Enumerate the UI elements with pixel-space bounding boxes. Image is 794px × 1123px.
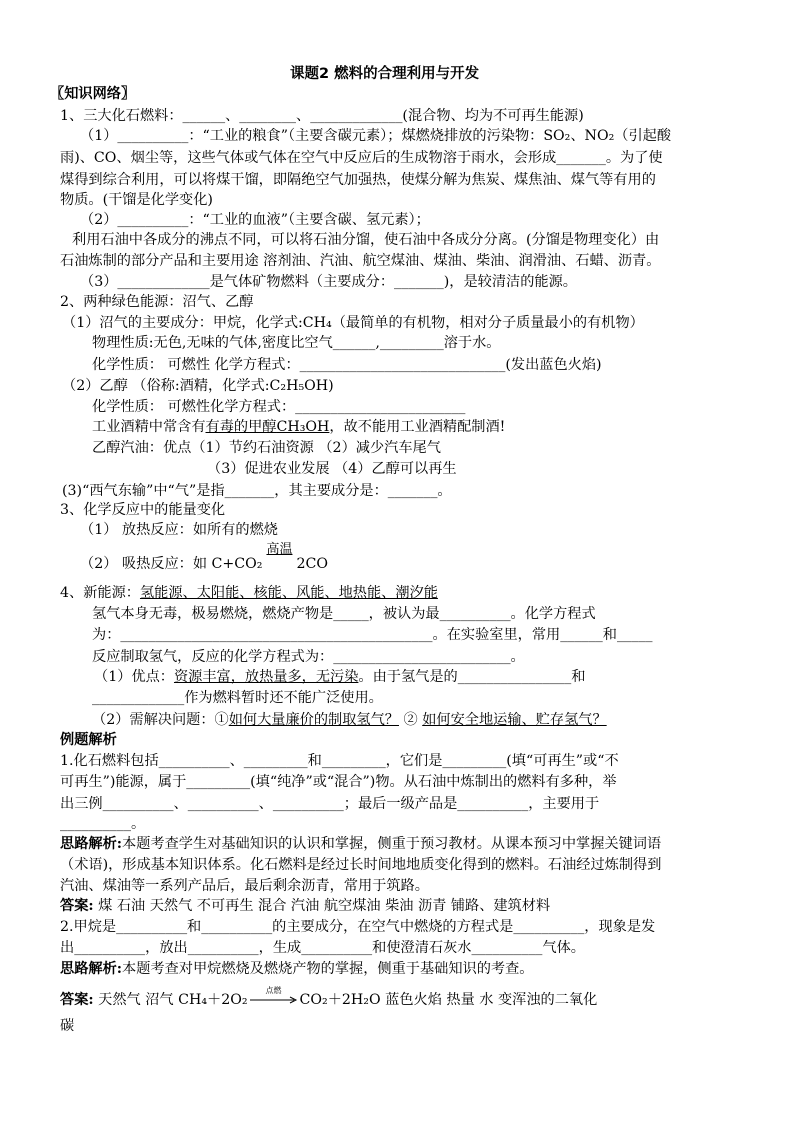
line-29-d: 如何安全地运输、贮存氢气？	[422, 712, 607, 728]
line-29-a: （2）需解决问题：①	[92, 712, 229, 728]
line-2: （1）__________：“工业的粮食”（主要含碳元素）；煤燃烧排放的污染物：SO₂、NO₂（引起酸	[80, 128, 672, 144]
answer-2-b: CO₂＋2H₂O 蓝色火焰 热量 水 变浑浊的二氧化	[299, 992, 598, 1008]
answer-1-text: 煤 石油 天然气 不可再生 混合 汽油 航空煤油 柴油 沥青 铺路、建筑材料	[93, 898, 551, 914]
line-27-b: 资源丰富，放热量多，无污染	[173, 669, 359, 685]
analysis-1-line-1	[60, 834, 661, 854]
line-21: （1） 放热反应：如所有的燃烧	[80, 522, 278, 538]
page-title: 课题2 燃料的合理利用与开发	[290, 66, 480, 82]
line-23-a: 4、新能源：	[60, 585, 140, 601]
line-19: (3)“西气东输”中“气”是指_______，其主要成分是：_______。	[62, 483, 452, 499]
line-22-c: 2CO	[296, 556, 328, 572]
line-8: 石油炼制的部分产品和主要用途 溶剂油、汽油、航空煤油、煤油、柴油、润滑油、石蜡、沥青。	[60, 253, 661, 269]
analysis-2	[60, 959, 533, 979]
condition-label: 高温	[266, 542, 293, 557]
line-12: 物理性质:无色,无味的气体,密度比空气______,_________溶于水。	[92, 335, 501, 351]
line-22	[80, 542, 328, 574]
line-16	[92, 417, 505, 437]
line-26: 反应制取氢气，反应的化学方程式为：_________________________。	[92, 649, 525, 665]
line-29	[92, 710, 607, 730]
line-16-a: 工业酒精中常含有	[92, 419, 206, 435]
analysis-1-line-3: 汽油、煤油等一系列产品后，最后剩余沥青，常用于筑路。	[60, 878, 429, 894]
line-27-c: 。由于氢气是的________________和	[358, 669, 586, 685]
line-3: 雨)、CO、烟尘等，这些气体或气体在空气中反应后的生成物溶于雨水，会形成_______。为了使	[60, 150, 663, 166]
example-2-line-1: 2.甲烷是__________和__________的主要成分，在空气中燃烧的方程式是__________，现象是发	[60, 919, 656, 935]
line-4: 煤得到综合利用，可以将煤干馏，即隔绝空气加强热，使煤分解为焦炭、煤焦油、煤气等有用的	[60, 172, 656, 188]
answer-2-line-2: 碳	[60, 1018, 75, 1034]
line-10: 2、两种绿色能源：沼气、乙醇	[60, 294, 254, 310]
line-23-b: 氢能源、太阳能、核能、风能、地热能、潮汐能	[139, 585, 438, 601]
line-16-b: 有毒的甲醇	[205, 419, 277, 435]
answer-2-line-1	[60, 986, 598, 1010]
ignite-condition: 点燃	[265, 986, 282, 995]
line-27	[94, 667, 585, 687]
line-9: （3）_____________是气体矿物燃料（主要成分：_______)，是较清洁的能源。	[80, 274, 577, 290]
analysis-1-label: 思路解析:	[60, 836, 122, 852]
example-1-line-3: 出三例__________、__________、__________；最后一级产品是__________，主要用于	[60, 796, 600, 812]
line-13: 化学性质： 可燃性 化学方程式：_____________________________(发出蓝色火焰)	[92, 357, 602, 373]
line-16-c: CH₃OH	[276, 419, 330, 435]
line-25: 为：____________________________________________。在实验室里，常用______和_____	[92, 627, 653, 643]
answer-2-a: 天然气 沼气 CH₄＋2O₂	[93, 992, 248, 1008]
line-1: 1、三大化石燃料：______、________、_____________(混合物、均为不可再生能源)	[60, 108, 584, 124]
example-2-line-2: 出__________，放出__________，生成__________和使澄清石灰水__________气体。	[60, 940, 585, 956]
answer-1-label: 答案:	[60, 898, 94, 914]
line-27-a: （1）优点：	[94, 669, 174, 685]
section-examples-heading: 例题解析	[60, 732, 117, 748]
analysis-1-line-2: （术语)，形成基本知识体系。化石燃料是经过长时间地地质变化得到的燃料。石油经过炼制得到	[60, 857, 662, 873]
line-18: （3）促进农业发展 （4）乙醇可以再生	[207, 461, 457, 477]
answer-2-label: 答案:	[60, 992, 94, 1008]
line-28: _____________作为燃料暂时还不能广泛使用。	[92, 690, 383, 706]
example-1-line-2: 可再生”)能源，属于_________(填“纯净”或“混合”)物。从石油中炼制出的燃料有多种，举	[60, 774, 617, 790]
line-29-c: ②	[398, 712, 423, 728]
line-23	[60, 583, 438, 603]
analysis-1-text: 本题考查学生对基础知识的认识和掌握，侧重于预习教材。从课本预习中掌握关键词语	[122, 836, 662, 852]
example-1-line-4: __________。	[60, 816, 146, 832]
reaction-arrow	[248, 986, 300, 1006]
line-16-d: ，故不能用工业酒精配制酒!	[329, 419, 506, 435]
condition-high-temp	[262, 542, 296, 574]
line-11: （1）沼气的主要成分：甲烷，化学式:CH₄（最简单的有机物，相对分子质量最小的有机物）	[62, 315, 644, 331]
line-20: 3、化学反应中的能量变化	[60, 502, 226, 518]
line-24: 氢气本身无毒，极易燃烧，燃烧产物是_____，被认为最__________。化学方程式	[92, 606, 596, 622]
line-6: （2）__________：“工业的血液”（主要含碳、氢元素）；	[80, 212, 430, 228]
line-14: （2）乙醇 （俗称:酒精，化学式:C₂H₅OH)	[62, 378, 334, 394]
analysis-2-label: 思路解析:	[60, 961, 122, 977]
line-22-a: （2） 吸热反应：如 C+CO₂	[80, 556, 263, 572]
answer-1	[60, 896, 550, 916]
line-15: 化学性质： 可燃性化学方程式：________________________	[92, 399, 466, 415]
line-17: 乙醇汽油：优点（1）节约石油资源 （2）减少汽车尾气	[92, 440, 441, 456]
example-1-line-1: 1.化石燃料包括__________、_________和_________，它们是_________(填“可再生”或“不	[60, 753, 619, 769]
arrow-icon	[248, 994, 300, 1006]
analysis-2-text: 本题考查对甲烷燃烧及燃烧产物的掌握，侧重于基础知识的考查。	[122, 961, 534, 977]
section-knowledge-heading: 〖知识网络〗	[50, 86, 136, 102]
line-7: 利用石油中各成分的沸点不同，可以将石油分馏，使石油中各成分分离。(分馏是物理变化）由	[72, 232, 660, 248]
line-5: 物质。(干馏是化学变化)	[60, 192, 213, 208]
line-29-b: 如何大量廉价的制取氢气？	[228, 712, 399, 728]
